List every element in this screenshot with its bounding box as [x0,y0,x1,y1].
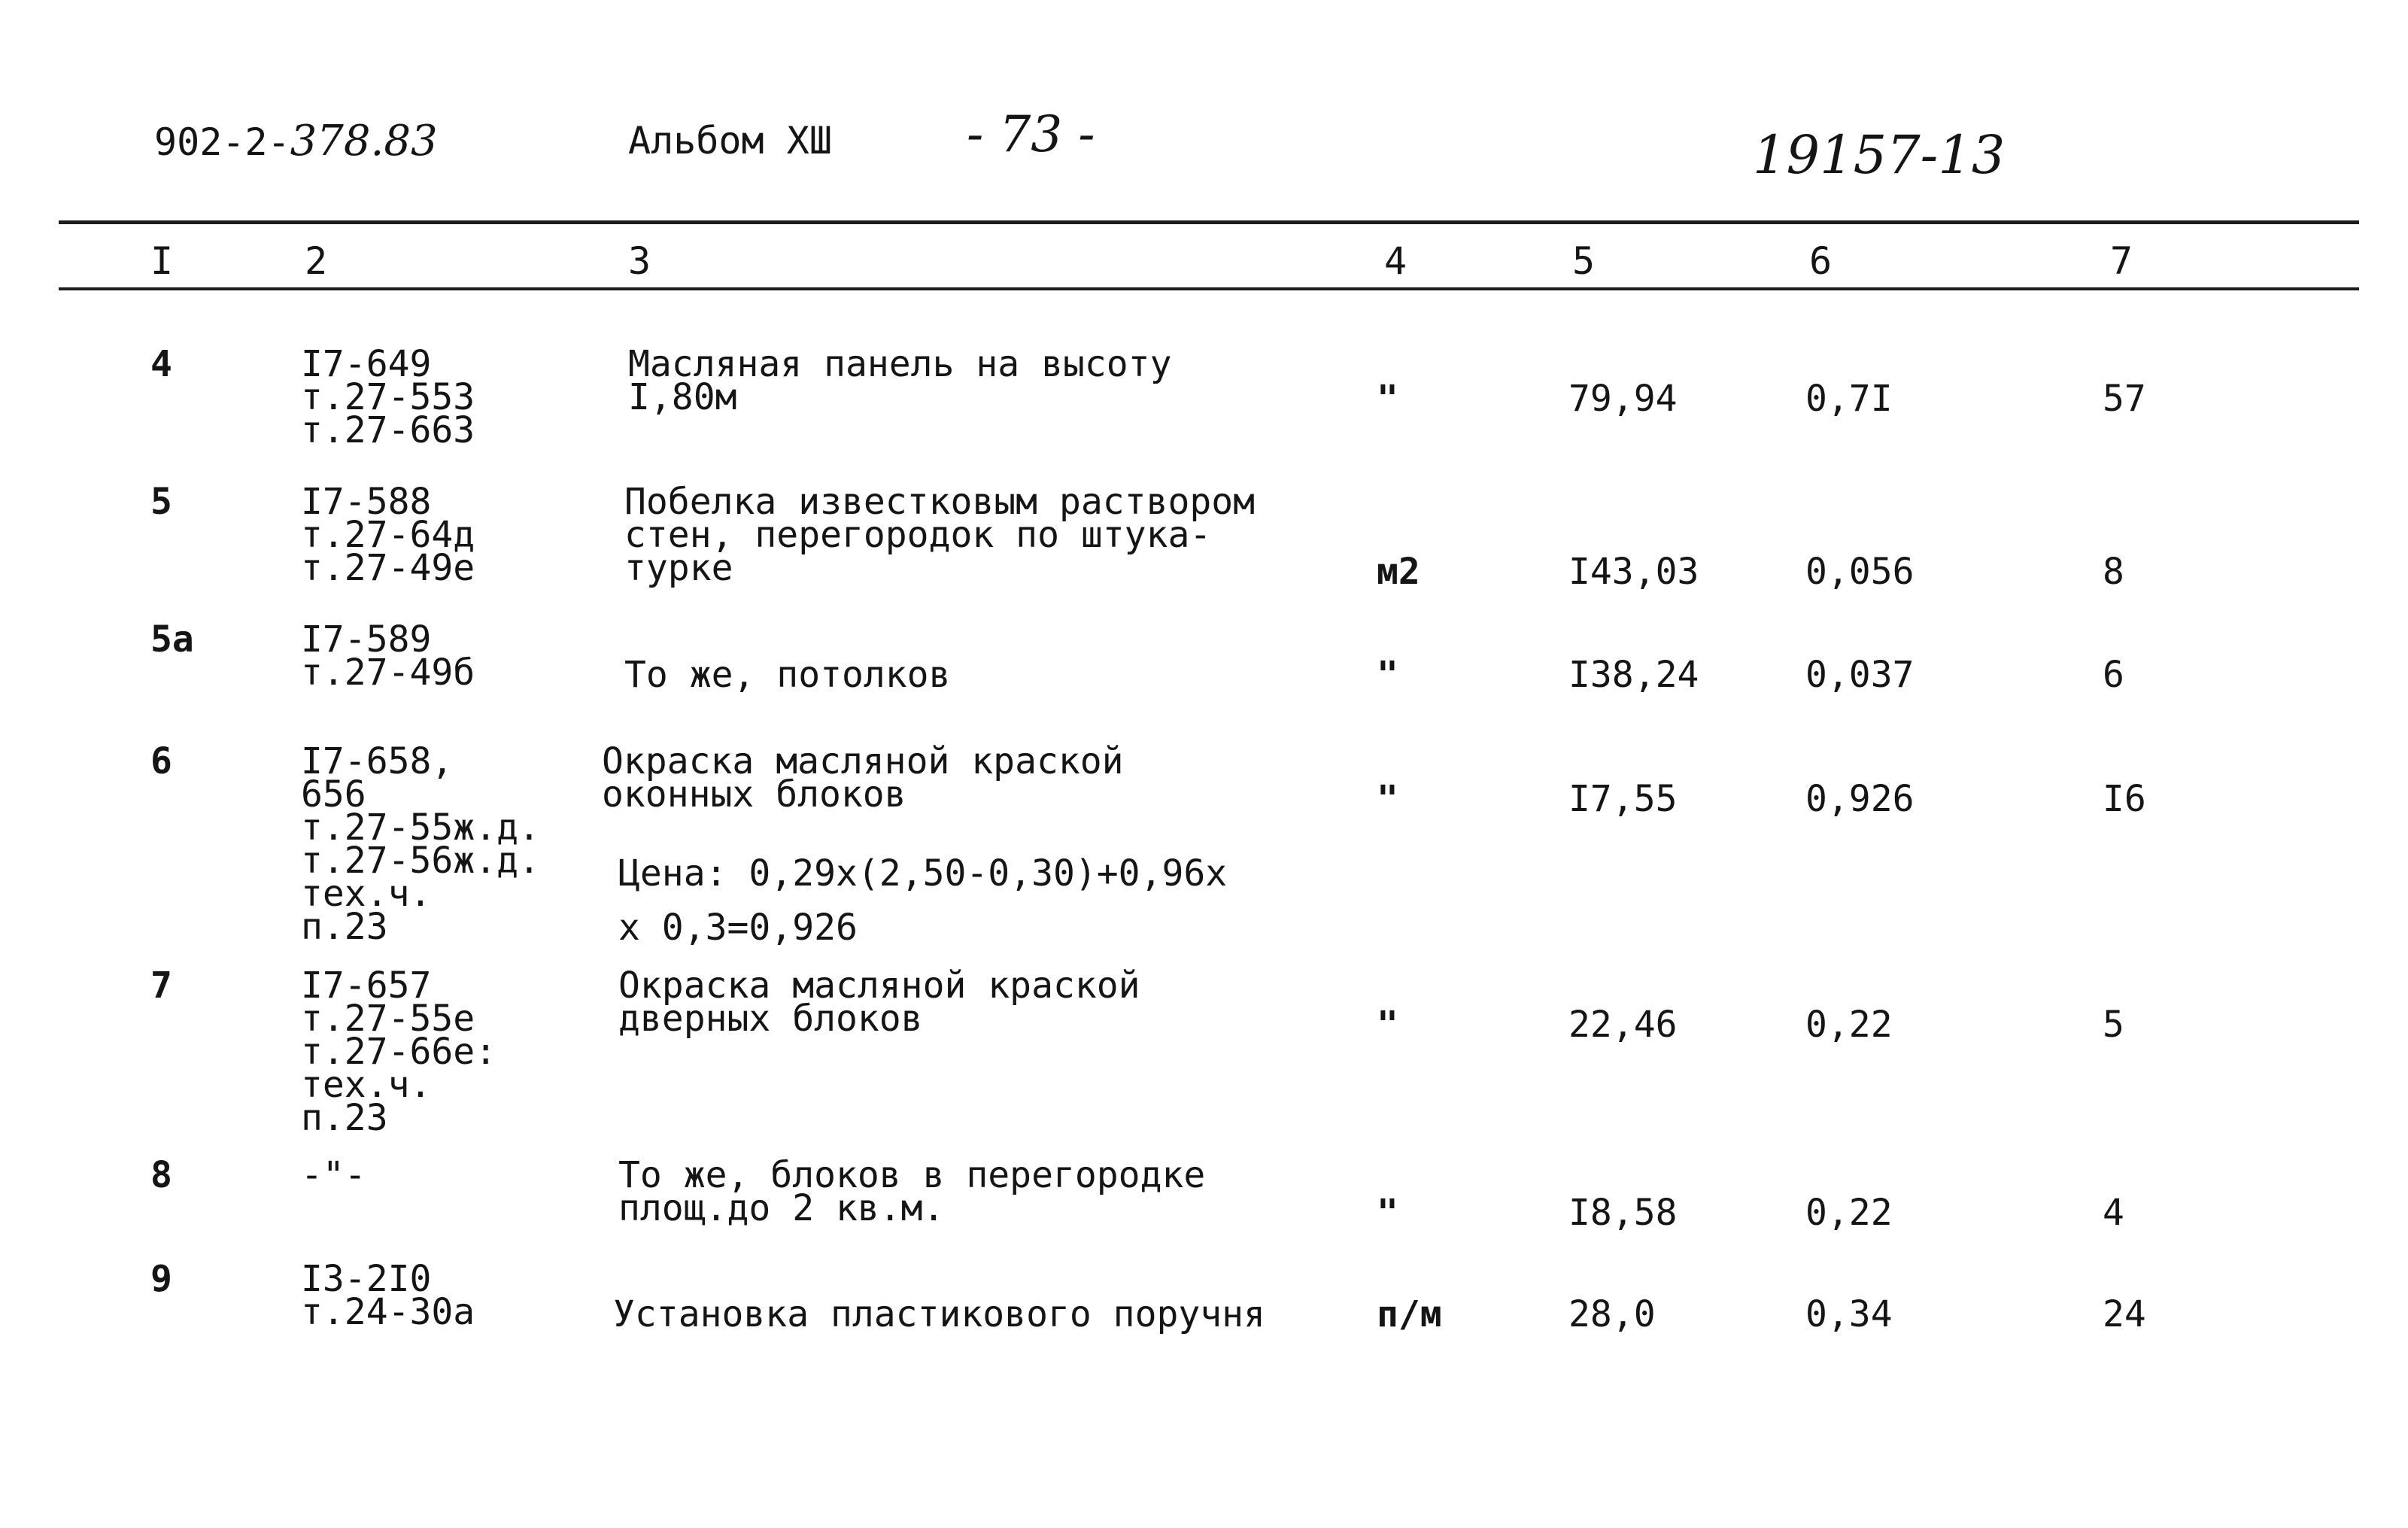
work-description: Установка пластикового поручня [613,1293,1265,1335]
row-number: 9 [150,1258,172,1300]
column-number: 6 [1809,239,1833,283]
unit-rate: 0,7I [1805,378,1893,420]
total: 5 [2103,1004,2124,1046]
total: I6 [2103,778,2146,820]
quantity: I7,55 [1568,778,1678,820]
work-description: То же, потолков [624,654,951,696]
unit: " [1377,1004,1398,1046]
unit-rate: 0,056 [1805,551,1915,593]
unit: " [1377,1192,1398,1234]
total: 6 [2103,654,2124,696]
row-number: 7 [150,964,172,1007]
document-code-handwritten: 378.83 [290,117,438,166]
unit-rate: 0,037 [1805,654,1915,696]
row-number: 6 [150,740,172,782]
unit: м2 [1377,551,1420,593]
norm-code: I7-658, 656 т.27-55ж.д. т.27-56ж.д. тех.ч. п.23 [301,740,540,948]
unit: п/м [1377,1293,1442,1335]
page-number: - 73 - [967,105,1095,163]
album-label: Альбом XШ [628,119,832,163]
work-description: То же, блоков в перегородке площ.до 2 кв.м. [618,1154,1206,1229]
work-description: Побелка известковым раствором стен, перегородок по штука- турке [624,481,1256,589]
total: 57 [2103,378,2146,420]
total: 24 [2103,1293,2146,1335]
column-number: 3 [628,239,651,283]
column-number: 4 [1384,239,1407,283]
price-calculation-note: Цена: 0,29х(2,50-0,30)+0,96х х 0,3=0,926 [618,852,1228,949]
work-description: Окраска масляной краской оконных блоков [602,740,1124,816]
archive-number: 19157-13 [1753,124,2006,186]
norm-code: I3-2I0 т.24-30а [301,1258,475,1333]
column-number: 2 [305,239,328,283]
quantity: I8,58 [1568,1192,1678,1234]
unit: " [1377,654,1398,696]
top-rule [59,220,2359,224]
unit-rate: 0,926 [1805,778,1915,820]
row-number: 5 [150,481,172,523]
norm-code: I7-589 т.27-49б [301,618,475,694]
norm-code: I7-649 т.27-553 т.27-663 [301,343,475,451]
unit-rate: 0,22 [1805,1004,1893,1046]
unit-rate: 0,22 [1805,1192,1893,1234]
quantity: 79,94 [1568,378,1678,420]
quantity: I43,03 [1568,551,1699,593]
unit-rate: 0,34 [1805,1293,1893,1335]
row-number: 4 [150,343,172,385]
document-code [154,117,438,166]
header-rule [59,287,2359,290]
unit: " [1377,378,1398,420]
norm-code: -"- [301,1154,366,1196]
quantity: 22,46 [1568,1004,1678,1046]
work-description: Окраска масляной краской дверных блоков [618,964,1140,1040]
norm-code: I7-657 т.27-55е т.27-66е: тех.ч. п.23 [301,964,497,1139]
quantity: 28,0 [1568,1293,1656,1335]
quantity: I38,24 [1568,654,1699,696]
column-number: 5 [1572,239,1596,283]
total: 4 [2103,1192,2124,1234]
column-number: I [150,239,174,283]
total: 8 [2103,551,2124,593]
row-number: 5а [150,618,194,661]
work-description: Масляная панель на высоту I,80м [628,343,1172,418]
row-number: 8 [150,1154,172,1196]
norm-code: I7-588 т.27-64д т.27-49е [301,481,475,589]
column-number: 7 [2110,239,2133,283]
unit: " [1377,778,1398,820]
document-code-prefix: 902-2- [154,120,290,164]
